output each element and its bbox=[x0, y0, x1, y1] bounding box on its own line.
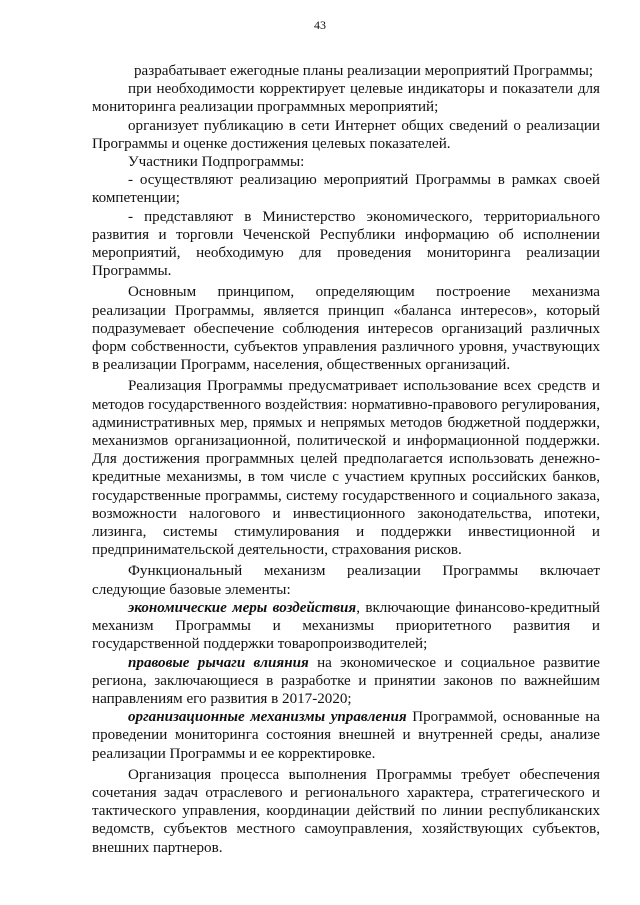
paragraph-text: Основным принципом, определяющим построение механизма реализации Программы, является принцип «баланса интересов», который подразумевает обеспечение соблюдения интересов организаций различных форм собственности, субъектов управления различного уровня, участвующих в реализации Программ, населения, общественных организаций. bbox=[92, 284, 600, 374]
paragraph-participants-item-2 bbox=[92, 208, 600, 281]
paragraph-text: организует публикацию в сети Интернет общих сведений о реализации Программы и оценке достижения целевых показателей. bbox=[92, 117, 600, 152]
paragraph-text: Функциональный механизм реализации Программы включает следующие базовые элементы: bbox=[92, 563, 600, 598]
paragraph-principle bbox=[92, 283, 600, 374]
paragraph-text: при необходимости корректирует целевые индикаторы и показатели для мониторинга реализации программных мероприятий; bbox=[92, 81, 600, 116]
paragraph-legal-levers bbox=[92, 654, 600, 709]
paragraph-indicators bbox=[92, 80, 600, 116]
paragraph-text: на экономическое и социальное развитие региона, заключающиеся в разработке и принятии законов по важнейшим направлениям его развития в 2017-2020; bbox=[92, 654, 600, 707]
paragraph-text: разрабатывает ежегодные планы реализации мероприятий Программы; bbox=[134, 63, 594, 79]
paragraph-organizational-mechanisms bbox=[92, 708, 600, 763]
document-body bbox=[92, 62, 600, 857]
paragraph-text: - осуществляют реализацию мероприятий Программы в рамках своей компетенции; bbox=[92, 172, 600, 207]
paragraph-plans bbox=[92, 62, 600, 80]
paragraph-publication bbox=[92, 117, 600, 153]
paragraph-implementation bbox=[92, 377, 600, 559]
emphasis-text: экономические меры воздействия bbox=[128, 599, 357, 616]
paragraph-text: Участники Подпрограммы: bbox=[128, 154, 305, 171]
emphasis-text: правовые рычаги влияния bbox=[128, 654, 309, 671]
paragraph-economic-measures bbox=[92, 599, 600, 654]
paragraph-text: , включающие финансово-кредитный механизм Программы и механизмы приоритетного развития и государственной поддержки товаропроизводителей; bbox=[92, 599, 600, 653]
paragraph-text: Организация процесса выполнения Программы требует обеспечения сочетания задач отраслевого и регионального характера, стратегического и тактического управления, координации действий по линии республиканских ведомств, субъектов местного самоуправления, хозяйствующих субъектов, внешних партнеров. bbox=[92, 766, 600, 856]
paragraph-functional-mechanism bbox=[92, 562, 600, 598]
paragraph-participants-heading bbox=[92, 153, 600, 171]
emphasis-text: организационные механизмы управления bbox=[128, 709, 407, 726]
paragraph-organization-process bbox=[92, 766, 600, 857]
paragraph-participants-item-1 bbox=[92, 171, 600, 207]
page-number: 43 bbox=[314, 18, 326, 32]
paragraph-text: Программой, основанные на проведении мониторинга состояния внешней и внутренней среды, анализе реализации Программы и ее корректировке. bbox=[92, 709, 600, 762]
paragraph-text: Реализация Программы предусматривает использование всех средств и методов государственного воздействия: нормативно-правового регулирования, административных мер, прямых и непрямых методов бюджетной поддержки, механизмов организационной, политической и информационной поддержки. Для достижения программных целей предполагается использовать денежно-кредитные механизмы, в том числе с участием крупных российских банков, государственные программы, систему государственного и социального заказа, возможности налогового и инвестиционного законодательства, ипотеки, лизинга, системы стимулирования и поддержки инвестиционной и предпринимательской деятельности, страхования рисков. bbox=[92, 378, 600, 559]
paragraph-text: - представляют в Министерство экономического, территориального развития и торговли Чеченской Республики информацию об исполнении мероприятий, необходимую для проведения мониторинга реализации Программы. bbox=[92, 208, 600, 280]
